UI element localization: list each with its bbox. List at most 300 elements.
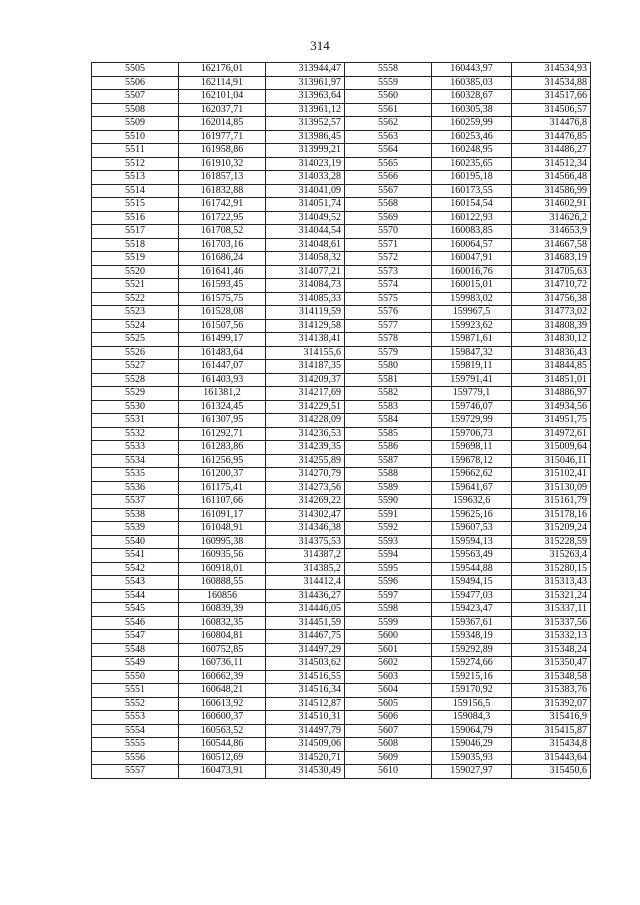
y-coordinate-right: 314683,19 bbox=[512, 252, 591, 266]
y-coordinate-right: 315161,79 bbox=[512, 495, 591, 509]
point-number-left: 5551 bbox=[92, 684, 179, 698]
y-coordinate-left: 314503,62 bbox=[266, 657, 345, 671]
point-number-left: 5516 bbox=[92, 211, 179, 225]
x-coordinate-right: 159729,99 bbox=[432, 414, 512, 428]
point-number-right: 5608 bbox=[345, 738, 432, 752]
x-coordinate-left: 160839,39 bbox=[179, 603, 266, 617]
point-number-right: 5570 bbox=[345, 225, 432, 239]
y-coordinate-left: 313952,57 bbox=[266, 117, 345, 131]
y-coordinate-left: 314209,37 bbox=[266, 373, 345, 387]
table-row bbox=[92, 751, 591, 765]
point-number-right: 5610 bbox=[345, 765, 432, 779]
y-coordinate-right: 315350,47 bbox=[512, 657, 591, 671]
table-row bbox=[92, 670, 591, 684]
point-number-right: 5589 bbox=[345, 481, 432, 495]
y-coordinate-right: 314534,88 bbox=[512, 76, 591, 90]
point-number-left: 5519 bbox=[92, 252, 179, 266]
x-coordinate-left: 160995,38 bbox=[179, 535, 266, 549]
y-coordinate-left: 314520,71 bbox=[266, 751, 345, 765]
point-number-right: 5566 bbox=[345, 171, 432, 185]
x-coordinate-right: 159170,92 bbox=[432, 684, 512, 698]
point-number-right: 5575 bbox=[345, 292, 432, 306]
y-coordinate-right: 314506,57 bbox=[512, 103, 591, 117]
y-coordinate-right: 315434,8 bbox=[512, 738, 591, 752]
point-number-right: 5600 bbox=[345, 630, 432, 644]
x-coordinate-right: 159594,13 bbox=[432, 535, 512, 549]
point-number-right: 5567 bbox=[345, 184, 432, 198]
coordinates-table bbox=[91, 62, 591, 779]
x-coordinate-right: 159923,62 bbox=[432, 319, 512, 333]
y-coordinate-left: 314530,49 bbox=[266, 765, 345, 779]
x-coordinate-right: 159625,16 bbox=[432, 508, 512, 522]
y-coordinate-left: 314033,28 bbox=[266, 171, 345, 185]
x-coordinate-left: 161175,41 bbox=[179, 481, 266, 495]
y-coordinate-right: 315228,59 bbox=[512, 535, 591, 549]
y-coordinate-right: 314851,01 bbox=[512, 373, 591, 387]
point-number-left: 5508 bbox=[92, 103, 179, 117]
x-coordinate-left: 161381,2 bbox=[179, 387, 266, 401]
y-coordinate-left: 314129,58 bbox=[266, 319, 345, 333]
table-row bbox=[92, 157, 591, 171]
x-coordinate-left: 162014,85 bbox=[179, 117, 266, 131]
point-number-right: 5609 bbox=[345, 751, 432, 765]
table-row bbox=[92, 198, 591, 212]
point-number-right: 5601 bbox=[345, 643, 432, 657]
x-coordinate-right: 159046,29 bbox=[432, 738, 512, 752]
point-number-left: 5535 bbox=[92, 468, 179, 482]
x-coordinate-right: 159292,89 bbox=[432, 643, 512, 657]
y-coordinate-left: 314512,87 bbox=[266, 697, 345, 711]
x-coordinate-left: 160600,37 bbox=[179, 711, 266, 725]
point-number-right: 5595 bbox=[345, 562, 432, 576]
y-coordinate-right: 314773,02 bbox=[512, 306, 591, 320]
y-coordinate-right: 314626,2 bbox=[512, 211, 591, 225]
page-number: 314 bbox=[310, 38, 330, 53]
table-row bbox=[92, 373, 591, 387]
x-coordinate-right: 159662,62 bbox=[432, 468, 512, 482]
x-coordinate-right: 159791,41 bbox=[432, 373, 512, 387]
y-coordinate-right: 315337,56 bbox=[512, 616, 591, 630]
table-row bbox=[92, 454, 591, 468]
point-number-left: 5510 bbox=[92, 130, 179, 144]
y-coordinate-right: 314934,56 bbox=[512, 400, 591, 414]
y-coordinate-left: 314497,29 bbox=[266, 643, 345, 657]
point-number-left: 5514 bbox=[92, 184, 179, 198]
x-coordinate-right: 160015,01 bbox=[432, 279, 512, 293]
point-number-left: 5515 bbox=[92, 198, 179, 212]
y-coordinate-right: 314844,85 bbox=[512, 360, 591, 374]
point-number-left: 5509 bbox=[92, 117, 179, 131]
point-number-left: 5547 bbox=[92, 630, 179, 644]
y-coordinate-left: 314270,79 bbox=[266, 468, 345, 482]
x-coordinate-left: 162101,04 bbox=[179, 90, 266, 104]
y-coordinate-left: 314510,31 bbox=[266, 711, 345, 725]
y-coordinate-left: 314084,73 bbox=[266, 279, 345, 293]
point-number-left: 5523 bbox=[92, 306, 179, 320]
x-coordinate-right: 160122,93 bbox=[432, 211, 512, 225]
y-coordinate-left: 314041,09 bbox=[266, 184, 345, 198]
x-coordinate-right: 160195,18 bbox=[432, 171, 512, 185]
point-number-right: 5593 bbox=[345, 535, 432, 549]
table-row bbox=[92, 643, 591, 657]
y-coordinate-right: 314756,38 bbox=[512, 292, 591, 306]
x-coordinate-right: 159706,73 bbox=[432, 427, 512, 441]
point-number-left: 5524 bbox=[92, 319, 179, 333]
y-coordinate-left: 314051,74 bbox=[266, 198, 345, 212]
x-coordinate-left: 162114,91 bbox=[179, 76, 266, 90]
x-coordinate-left: 161324,45 bbox=[179, 400, 266, 414]
x-coordinate-left: 161910,32 bbox=[179, 157, 266, 171]
point-number-right: 5596 bbox=[345, 576, 432, 590]
x-coordinate-right: 160083,85 bbox=[432, 225, 512, 239]
point-number-right: 5564 bbox=[345, 144, 432, 158]
point-number-right: 5594 bbox=[345, 549, 432, 563]
x-coordinate-left: 160563,52 bbox=[179, 724, 266, 738]
x-coordinate-right: 160154,54 bbox=[432, 198, 512, 212]
point-number-right: 5563 bbox=[345, 130, 432, 144]
x-coordinate-right: 160443,97 bbox=[432, 63, 512, 77]
point-number-right: 5599 bbox=[345, 616, 432, 630]
x-coordinate-left: 160662,39 bbox=[179, 670, 266, 684]
point-number-right: 5565 bbox=[345, 157, 432, 171]
point-number-left: 5542 bbox=[92, 562, 179, 576]
x-coordinate-left: 160736,11 bbox=[179, 657, 266, 671]
x-coordinate-left: 160918,01 bbox=[179, 562, 266, 576]
table-row bbox=[92, 427, 591, 441]
point-number-right: 5559 bbox=[345, 76, 432, 90]
x-coordinate-right: 159678,12 bbox=[432, 454, 512, 468]
point-number-right: 5605 bbox=[345, 697, 432, 711]
y-coordinate-left: 314516,34 bbox=[266, 684, 345, 698]
y-coordinate-right: 314653,9 bbox=[512, 225, 591, 239]
point-number-left: 5539 bbox=[92, 522, 179, 536]
point-number-left: 5507 bbox=[92, 90, 179, 104]
point-number-left: 5528 bbox=[92, 373, 179, 387]
y-coordinate-right: 315102,41 bbox=[512, 468, 591, 482]
y-coordinate-left: 314346,38 bbox=[266, 522, 345, 536]
y-coordinate-right: 315416,9 bbox=[512, 711, 591, 725]
x-coordinate-right: 160235,65 bbox=[432, 157, 512, 171]
point-number-left: 5538 bbox=[92, 508, 179, 522]
y-coordinate-right: 315348,58 bbox=[512, 670, 591, 684]
x-coordinate-left: 161575,75 bbox=[179, 292, 266, 306]
point-number-left: 5534 bbox=[92, 454, 179, 468]
table-row bbox=[92, 306, 591, 320]
point-number-right: 5587 bbox=[345, 454, 432, 468]
point-number-left: 5549 bbox=[92, 657, 179, 671]
y-coordinate-right: 314534,93 bbox=[512, 63, 591, 77]
point-number-left: 5554 bbox=[92, 724, 179, 738]
y-coordinate-left: 314229,51 bbox=[266, 400, 345, 414]
y-coordinate-left: 314058,32 bbox=[266, 252, 345, 266]
point-number-left: 5531 bbox=[92, 414, 179, 428]
x-coordinate-right: 159544,88 bbox=[432, 562, 512, 576]
x-coordinate-right: 159367,61 bbox=[432, 616, 512, 630]
point-number-left: 5545 bbox=[92, 603, 179, 617]
y-coordinate-left: 314375,53 bbox=[266, 535, 345, 549]
point-number-left: 5520 bbox=[92, 265, 179, 279]
point-number-right: 5588 bbox=[345, 468, 432, 482]
table-row bbox=[92, 522, 591, 536]
point-number-right: 5560 bbox=[345, 90, 432, 104]
point-number-right: 5569 bbox=[345, 211, 432, 225]
point-number-right: 5586 bbox=[345, 441, 432, 455]
point-number-right: 5607 bbox=[345, 724, 432, 738]
point-number-right: 5579 bbox=[345, 346, 432, 360]
x-coordinate-right: 159423,47 bbox=[432, 603, 512, 617]
point-number-left: 5537 bbox=[92, 495, 179, 509]
y-coordinate-right: 315415,87 bbox=[512, 724, 591, 738]
table-row bbox=[92, 414, 591, 428]
point-number-left: 5525 bbox=[92, 333, 179, 347]
x-coordinate-left: 161703,16 bbox=[179, 238, 266, 252]
point-number-left: 5548 bbox=[92, 643, 179, 657]
table-row bbox=[92, 724, 591, 738]
x-coordinate-left: 161708,52 bbox=[179, 225, 266, 239]
y-coordinate-right: 314476,8 bbox=[512, 117, 591, 131]
x-coordinate-right: 159348,19 bbox=[432, 630, 512, 644]
x-coordinate-left: 160832,35 bbox=[179, 616, 266, 630]
x-coordinate-right: 160016,76 bbox=[432, 265, 512, 279]
y-coordinate-left: 314451,59 bbox=[266, 616, 345, 630]
point-number-left: 5505 bbox=[92, 63, 179, 77]
table-row bbox=[92, 400, 591, 414]
x-coordinate-right: 160253,46 bbox=[432, 130, 512, 144]
x-coordinate-right: 159779,1 bbox=[432, 387, 512, 401]
x-coordinate-right: 159871,61 bbox=[432, 333, 512, 347]
point-number-left: 5506 bbox=[92, 76, 179, 90]
y-coordinate-right: 314566,48 bbox=[512, 171, 591, 185]
table-row bbox=[92, 657, 591, 671]
table-row bbox=[92, 711, 591, 725]
y-coordinate-right: 314667,58 bbox=[512, 238, 591, 252]
point-number-right: 5597 bbox=[345, 589, 432, 603]
x-coordinate-right: 159274,66 bbox=[432, 657, 512, 671]
table-row bbox=[92, 211, 591, 225]
point-number-right: 5592 bbox=[345, 522, 432, 536]
point-number-right: 5578 bbox=[345, 333, 432, 347]
point-number-right: 5574 bbox=[345, 279, 432, 293]
table-row bbox=[92, 360, 591, 374]
y-coordinate-left: 314119,59 bbox=[266, 306, 345, 320]
x-coordinate-right: 159967,5 bbox=[432, 306, 512, 320]
point-number-right: 5580 bbox=[345, 360, 432, 374]
y-coordinate-left: 313961,97 bbox=[266, 76, 345, 90]
table-row bbox=[92, 279, 591, 293]
y-coordinate-left: 314467,75 bbox=[266, 630, 345, 644]
x-coordinate-left: 161307,95 bbox=[179, 414, 266, 428]
y-coordinate-right: 315130,09 bbox=[512, 481, 591, 495]
x-coordinate-left: 161686,24 bbox=[179, 252, 266, 266]
y-coordinate-right: 314517,66 bbox=[512, 90, 591, 104]
y-coordinate-left: 314138,41 bbox=[266, 333, 345, 347]
x-coordinate-left: 161742,91 bbox=[179, 198, 266, 212]
y-coordinate-right: 315443,64 bbox=[512, 751, 591, 765]
x-coordinate-right: 160248,95 bbox=[432, 144, 512, 158]
table-row bbox=[92, 252, 591, 266]
x-coordinate-left: 161048,91 bbox=[179, 522, 266, 536]
y-coordinate-left: 314217,69 bbox=[266, 387, 345, 401]
x-coordinate-left: 161292,71 bbox=[179, 427, 266, 441]
y-coordinate-right: 315450,6 bbox=[512, 765, 591, 779]
table-row bbox=[92, 346, 591, 360]
table-row bbox=[92, 495, 591, 509]
x-coordinate-right: 160385,03 bbox=[432, 76, 512, 90]
y-coordinate-right: 315383,76 bbox=[512, 684, 591, 698]
y-coordinate-right: 314951,75 bbox=[512, 414, 591, 428]
point-number-right: 5558 bbox=[345, 63, 432, 77]
y-coordinate-right: 315009,64 bbox=[512, 441, 591, 455]
x-coordinate-left: 161641,46 bbox=[179, 265, 266, 279]
y-coordinate-right: 315280,15 bbox=[512, 562, 591, 576]
point-number-left: 5557 bbox=[92, 765, 179, 779]
y-coordinate-right: 315263,4 bbox=[512, 549, 591, 563]
point-number-right: 5577 bbox=[345, 319, 432, 333]
point-number-right: 5572 bbox=[345, 252, 432, 266]
point-number-right: 5606 bbox=[345, 711, 432, 725]
x-coordinate-right: 160173,55 bbox=[432, 184, 512, 198]
x-coordinate-left: 161857,13 bbox=[179, 171, 266, 185]
x-coordinate-right: 159746,07 bbox=[432, 400, 512, 414]
x-coordinate-left: 161499,17 bbox=[179, 333, 266, 347]
point-number-left: 5536 bbox=[92, 481, 179, 495]
table-row bbox=[92, 90, 591, 104]
x-coordinate-left: 161528,08 bbox=[179, 306, 266, 320]
y-coordinate-left: 314236,53 bbox=[266, 427, 345, 441]
point-number-left: 5511 bbox=[92, 144, 179, 158]
table-row bbox=[92, 481, 591, 495]
x-coordinate-left: 162176,01 bbox=[179, 63, 266, 77]
x-coordinate-right: 159607,53 bbox=[432, 522, 512, 536]
y-coordinate-left: 313999,21 bbox=[266, 144, 345, 158]
x-coordinate-left: 161722,95 bbox=[179, 211, 266, 225]
x-coordinate-right: 159983,02 bbox=[432, 292, 512, 306]
x-coordinate-right: 159563,49 bbox=[432, 549, 512, 563]
x-coordinate-right: 159027,97 bbox=[432, 765, 512, 779]
y-coordinate-right: 315209,24 bbox=[512, 522, 591, 536]
y-coordinate-right: 314710,72 bbox=[512, 279, 591, 293]
y-coordinate-right: 315321,24 bbox=[512, 589, 591, 603]
x-coordinate-right: 159477,03 bbox=[432, 589, 512, 603]
point-number-right: 5562 bbox=[345, 117, 432, 131]
point-number-left: 5541 bbox=[92, 549, 179, 563]
y-coordinate-right: 315313,43 bbox=[512, 576, 591, 590]
y-coordinate-right: 314486,27 bbox=[512, 144, 591, 158]
point-number-right: 5561 bbox=[345, 103, 432, 117]
x-coordinate-left: 161283,86 bbox=[179, 441, 266, 455]
point-number-left: 5529 bbox=[92, 387, 179, 401]
y-coordinate-right: 314836,43 bbox=[512, 346, 591, 360]
x-coordinate-left: 161256,95 bbox=[179, 454, 266, 468]
table-row bbox=[92, 549, 591, 563]
point-number-right: 5603 bbox=[345, 670, 432, 684]
x-coordinate-right: 159641,67 bbox=[432, 481, 512, 495]
x-coordinate-left: 161977,71 bbox=[179, 130, 266, 144]
table-row bbox=[92, 387, 591, 401]
y-coordinate-left: 314516,55 bbox=[266, 670, 345, 684]
x-coordinate-left: 160512,69 bbox=[179, 751, 266, 765]
coordinates-table-body bbox=[92, 63, 591, 779]
y-coordinate-right: 314705,63 bbox=[512, 265, 591, 279]
y-coordinate-right: 314808,39 bbox=[512, 319, 591, 333]
x-coordinate-right: 160328,67 bbox=[432, 90, 512, 104]
table-row bbox=[92, 589, 591, 603]
point-number-left: 5533 bbox=[92, 441, 179, 455]
x-coordinate-left: 161832,88 bbox=[179, 184, 266, 198]
y-coordinate-left: 314155,6 bbox=[266, 346, 345, 360]
point-number-right: 5591 bbox=[345, 508, 432, 522]
y-coordinate-left: 314255,89 bbox=[266, 454, 345, 468]
y-coordinate-left: 314269,22 bbox=[266, 495, 345, 509]
table-row bbox=[92, 684, 591, 698]
y-coordinate-left: 314023,19 bbox=[266, 157, 345, 171]
point-number-left: 5513 bbox=[92, 171, 179, 185]
table-row bbox=[92, 319, 591, 333]
table-row bbox=[92, 117, 591, 131]
point-number-right: 5604 bbox=[345, 684, 432, 698]
x-coordinate-left: 161507,56 bbox=[179, 319, 266, 333]
y-coordinate-right: 315332,13 bbox=[512, 630, 591, 644]
y-coordinate-right: 314602,91 bbox=[512, 198, 591, 212]
y-coordinate-right: 315337,11 bbox=[512, 603, 591, 617]
x-coordinate-left: 160752,85 bbox=[179, 643, 266, 657]
point-number-right: 5602 bbox=[345, 657, 432, 671]
point-number-left: 5555 bbox=[92, 738, 179, 752]
y-coordinate-left: 314273,56 bbox=[266, 481, 345, 495]
y-coordinate-left: 313986,45 bbox=[266, 130, 345, 144]
x-coordinate-right: 159494,15 bbox=[432, 576, 512, 590]
table-row bbox=[92, 333, 591, 347]
point-number-left: 5527 bbox=[92, 360, 179, 374]
table-row bbox=[92, 603, 591, 617]
point-number-left: 5518 bbox=[92, 238, 179, 252]
point-number-left: 5512 bbox=[92, 157, 179, 171]
x-coordinate-right: 160047,91 bbox=[432, 252, 512, 266]
y-coordinate-right: 315348,24 bbox=[512, 643, 591, 657]
x-coordinate-left: 162037,71 bbox=[179, 103, 266, 117]
point-number-right: 5583 bbox=[345, 400, 432, 414]
y-coordinate-left: 314446,05 bbox=[266, 603, 345, 617]
y-coordinate-left: 314387,2 bbox=[266, 549, 345, 563]
table-row bbox=[92, 184, 591, 198]
y-coordinate-left: 314436,27 bbox=[266, 589, 345, 603]
point-number-right: 5571 bbox=[345, 238, 432, 252]
table-row bbox=[92, 130, 591, 144]
x-coordinate-right: 159035,93 bbox=[432, 751, 512, 765]
point-number-right: 5582 bbox=[345, 387, 432, 401]
y-coordinate-right: 314830,12 bbox=[512, 333, 591, 347]
x-coordinate-right: 160259,99 bbox=[432, 117, 512, 131]
y-coordinate-left: 314385,2 bbox=[266, 562, 345, 576]
point-number-left: 5540 bbox=[92, 535, 179, 549]
x-coordinate-left: 161593,45 bbox=[179, 279, 266, 293]
x-coordinate-left: 160935,56 bbox=[179, 549, 266, 563]
table-row bbox=[92, 508, 591, 522]
point-number-left: 5552 bbox=[92, 697, 179, 711]
point-number-right: 5573 bbox=[345, 265, 432, 279]
x-coordinate-right: 159156,5 bbox=[432, 697, 512, 711]
point-number-right: 5590 bbox=[345, 495, 432, 509]
table-row bbox=[92, 765, 591, 779]
table-row bbox=[92, 144, 591, 158]
point-number-left: 5556 bbox=[92, 751, 179, 765]
y-coordinate-left: 314085,33 bbox=[266, 292, 345, 306]
y-coordinate-left: 314497,79 bbox=[266, 724, 345, 738]
table-row bbox=[92, 63, 591, 77]
y-coordinate-left: 313961,12 bbox=[266, 103, 345, 117]
table-row bbox=[92, 238, 591, 252]
x-coordinate-left: 161958,86 bbox=[179, 144, 266, 158]
